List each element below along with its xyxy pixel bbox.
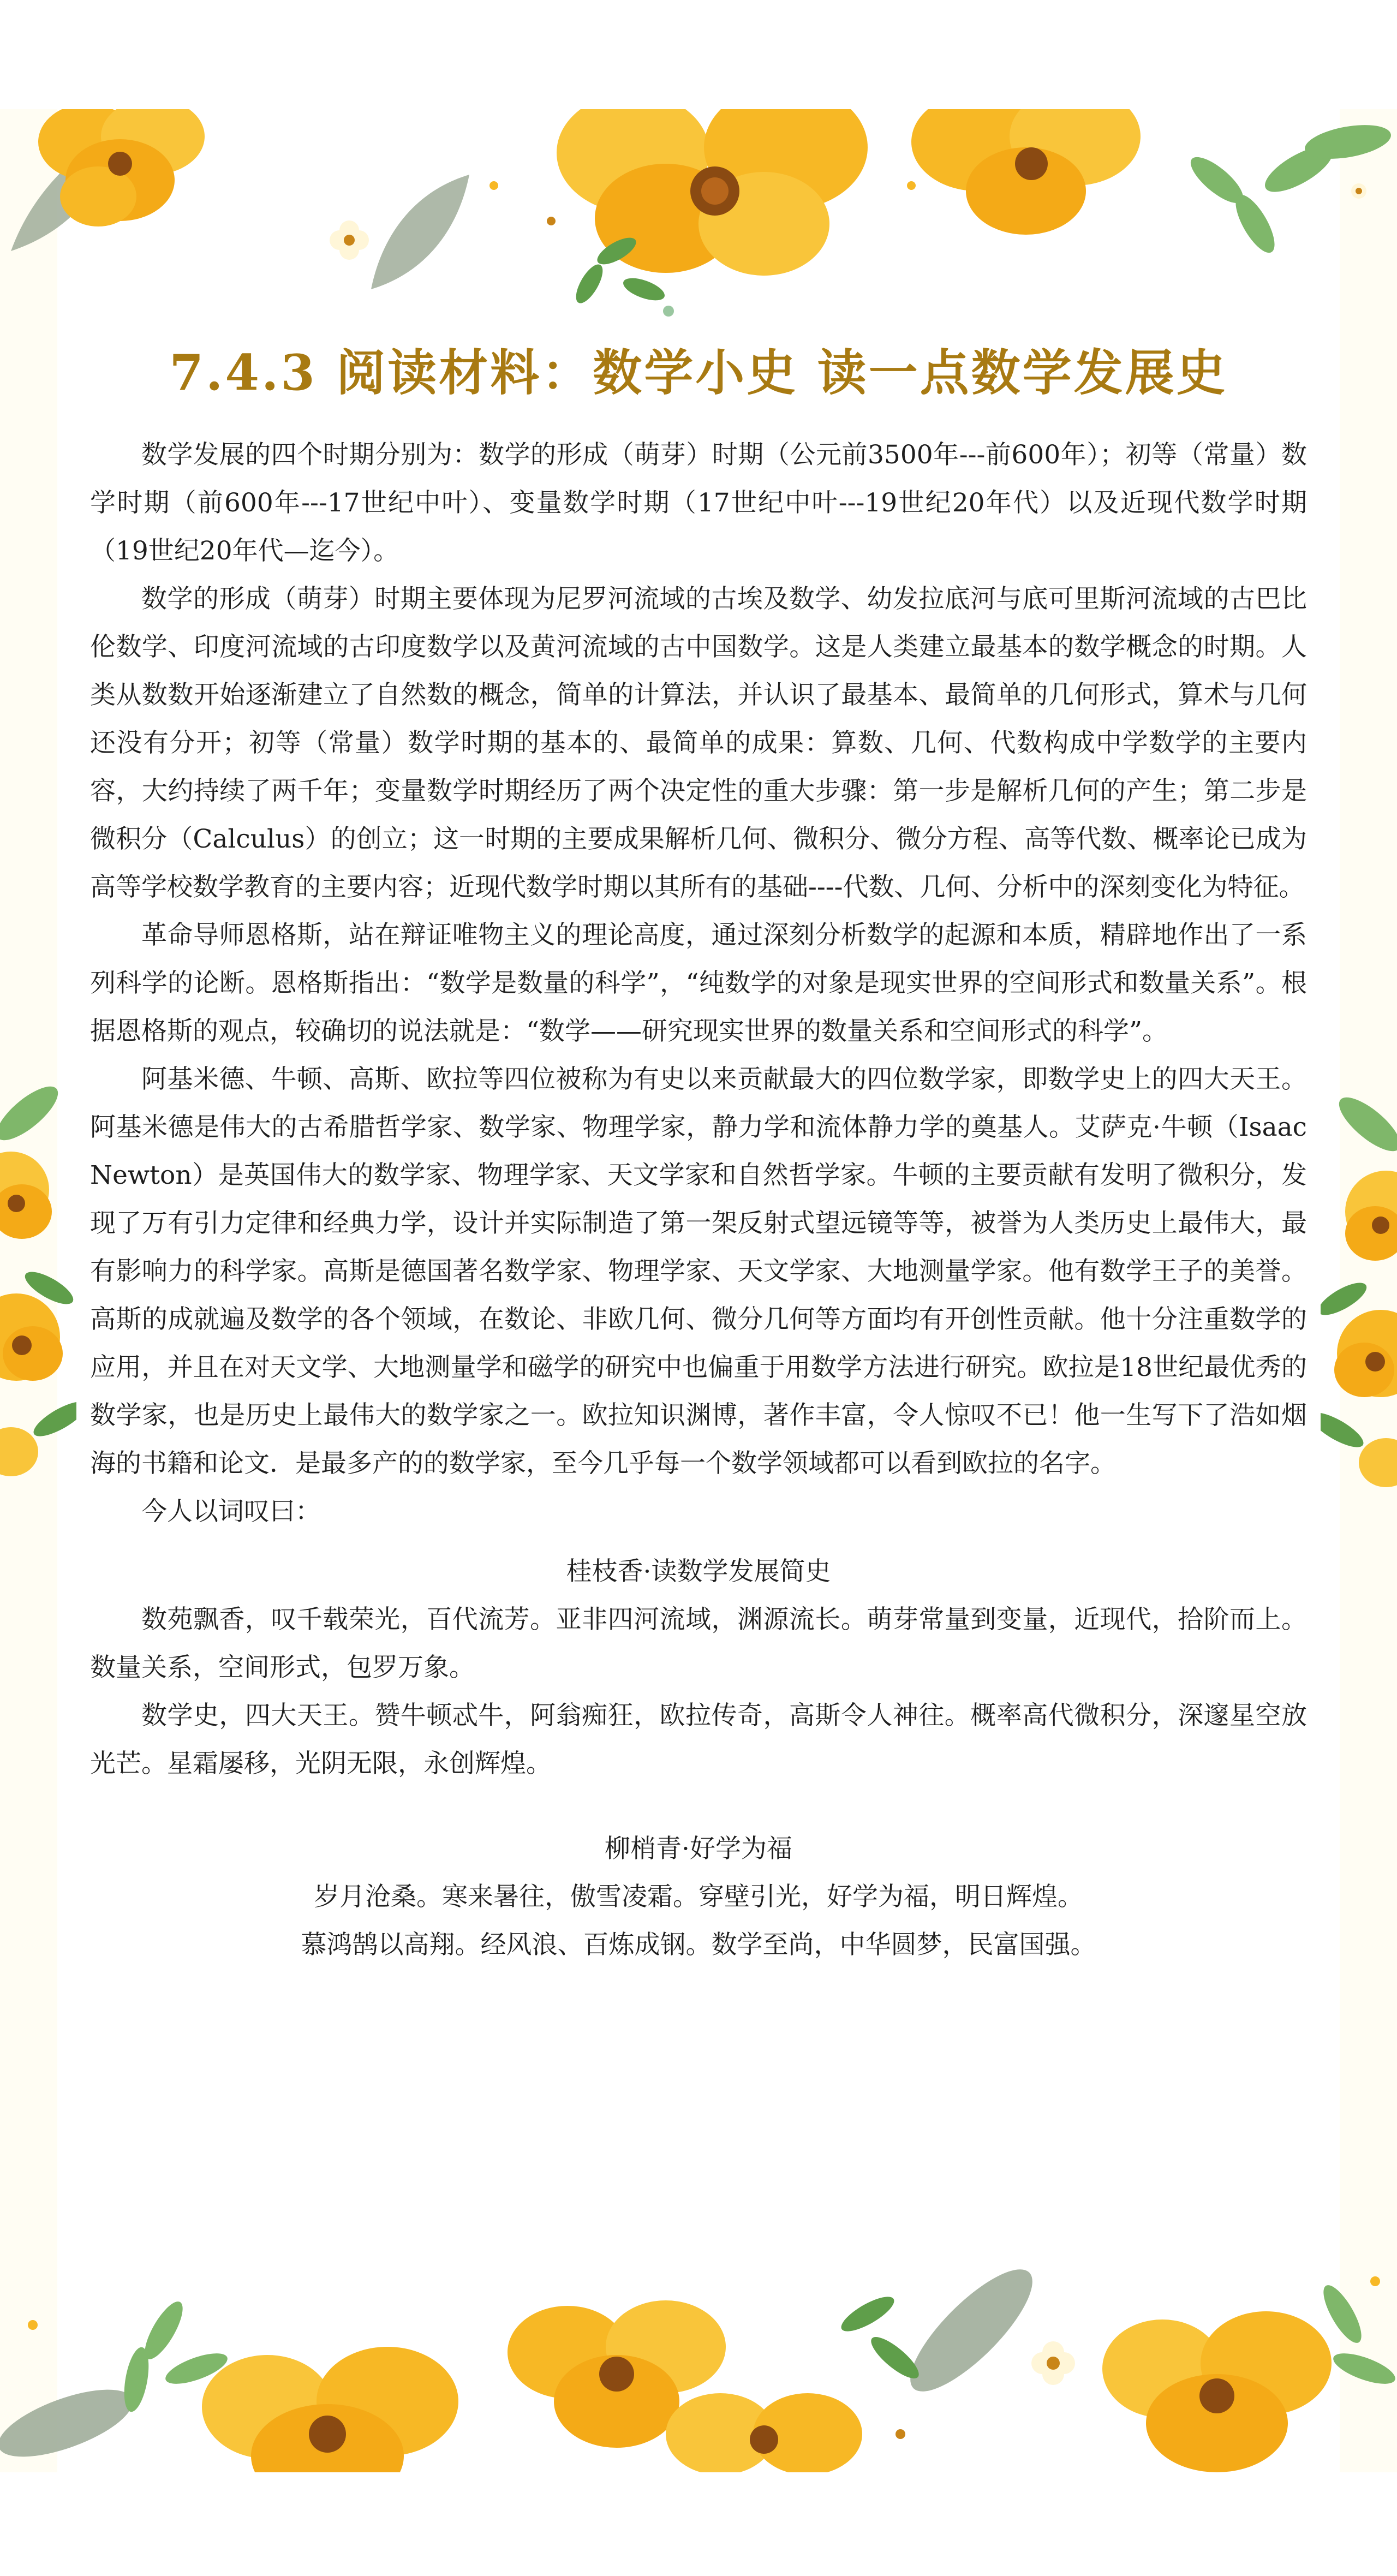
flower-border-top: [0, 109, 1397, 322]
poem-stanza: 数学史，四大天王。赞牛顿忒牛，阿翁痴狂，欧拉传奇，高斯令人神往。概率高代微积分，深邃星空放光芒。星霜屡移，光阴无限，永创辉煌。: [90, 1701, 1307, 1779]
poem-guizhixiang: [90, 1548, 1307, 1788]
page-title: 7.4.3 阅读材料：数学小史 读一点数学发展史: [169, 344, 1228, 402]
flower-border-left: [0, 1081, 76, 1495]
poem-title: 柳梢青·好学为福: [605, 1834, 792, 1864]
poem-stanza: 慕鸿鹄以高翔。经风浪、百炼成钢。数学至尚，中华圆梦，民富国强。: [301, 1930, 1096, 1960]
flower-border-right: [1321, 1081, 1397, 1495]
paragraph: 阿基米德、牛顿、高斯、欧拉等四位被称为有史以来贡献最大的四位数学家，即数学史上的四大天王。阿基米德是伟大的古希腊哲学家、数学家、物理学家，静力学和流体静力学的奠基人。艾萨克·牛顿（Isaac Newton）是英国伟大的数学家、物理学家、天文学家和自然哲学家。牛顿的主要贡献有发明了微积分，发现了万有引力定律和经典力学，设计并实际制造了第一架反射式望远镜等等，被誉为人类历史上最伟大，最有影响力的科学家。高斯是德国著名数学家、物理学家、天文学家、大地测量学家。他有数学王子的美誉。高斯的成就遍及数学的各个领域，在数论、非欧几何、微分几何等方面均有开创性贡献。他十分注重数学的应用，并且在对天文学、大地测量学和磁学的研究中也偏重于用数学方法进行研究。欧拉是18世纪最优秀的数学家，也是历史上最伟大的数学家之一。欧拉知识渊博，著作丰富，令人惊叹不已！他一生写下了浩如烟海的书籍和论文．是最多产的的数学家，至今几乎每一个数学领域都可以看到欧拉的名字。: [90, 1064, 1307, 1478]
paragraph: 今人以词叹曰：: [141, 1496, 321, 1526]
paragraph: 数学的形成（萌芽）时期主要体现为尼罗河流域的古埃及数学、幼发拉底河与底可里斯河流域的古巴比伦数学、印度河流域的古印度数学以及黄河流域的古中国数学。这是人类建立最基本的数学概念的时期。人类从数数开始逐渐建立了自然数的概念，简单的计算法，并认识了最基本、最简单的几何形式，算术与几何还没有分开；初等（常量）数学时期的基本的、最简单的成果：算数、几何、代数构成中学数学的主要内容，大约持续了两千年；变量数学时期经历了两个决定性的重大步骤：第一步是解析几何的产生；第二步是微积分（Calculus）的创立；这一时期的主要成果解析几何、微积分、微分方程、高等代数、概率论已成为高等学校数学教育的主要内容；近现代数学时期以其所有的基础----代数、几何、分析中的深刻变化为特征。: [90, 584, 1307, 902]
article-body: [90, 431, 1307, 1536]
poem-stanza: 数苑飘香，叹千载荣光，百代流芳。亚非四河流域，渊源流长。萌芽常量到变量，近现代，拾阶而上。数量关系，空间形式，包罗万象。: [90, 1605, 1307, 1683]
poem-title: 桂枝香·读数学发展简史: [566, 1557, 831, 1587]
poem-stanza: 岁月沧桑。寒来暑往，傲雪凌霜。穿壁引光，好学为福，明日辉煌。: [314, 1882, 1083, 1912]
poem-liushaoqing: [90, 1825, 1307, 1969]
paragraph: 革命导师恩格斯，站在辩证唯物主义的理论高度，通过深刻分析数学的起源和本质，精辟地作出了一系列科学的论断。恩格斯指出：“数学是数量的科学”，“纯数学的对象是现实世界的空间形式和数量关系”。根据恩格斯的观点，较确切的说法就是：“数学——研究现实世界的数量关系和空间形式的科学”。: [90, 920, 1307, 1046]
flower-border-bottom: [0, 2249, 1397, 2472]
paragraph: 数学发展的四个时期分别为：数学的形成（萌芽）时期（公元前3500年---前600年）；初等（常量）数学时期（前600年---17世纪中叶）、变量数学时期（17世纪中叶---19世纪20年代）以及近现代数学时期（19世纪20年代—迄今）。: [90, 440, 1307, 566]
